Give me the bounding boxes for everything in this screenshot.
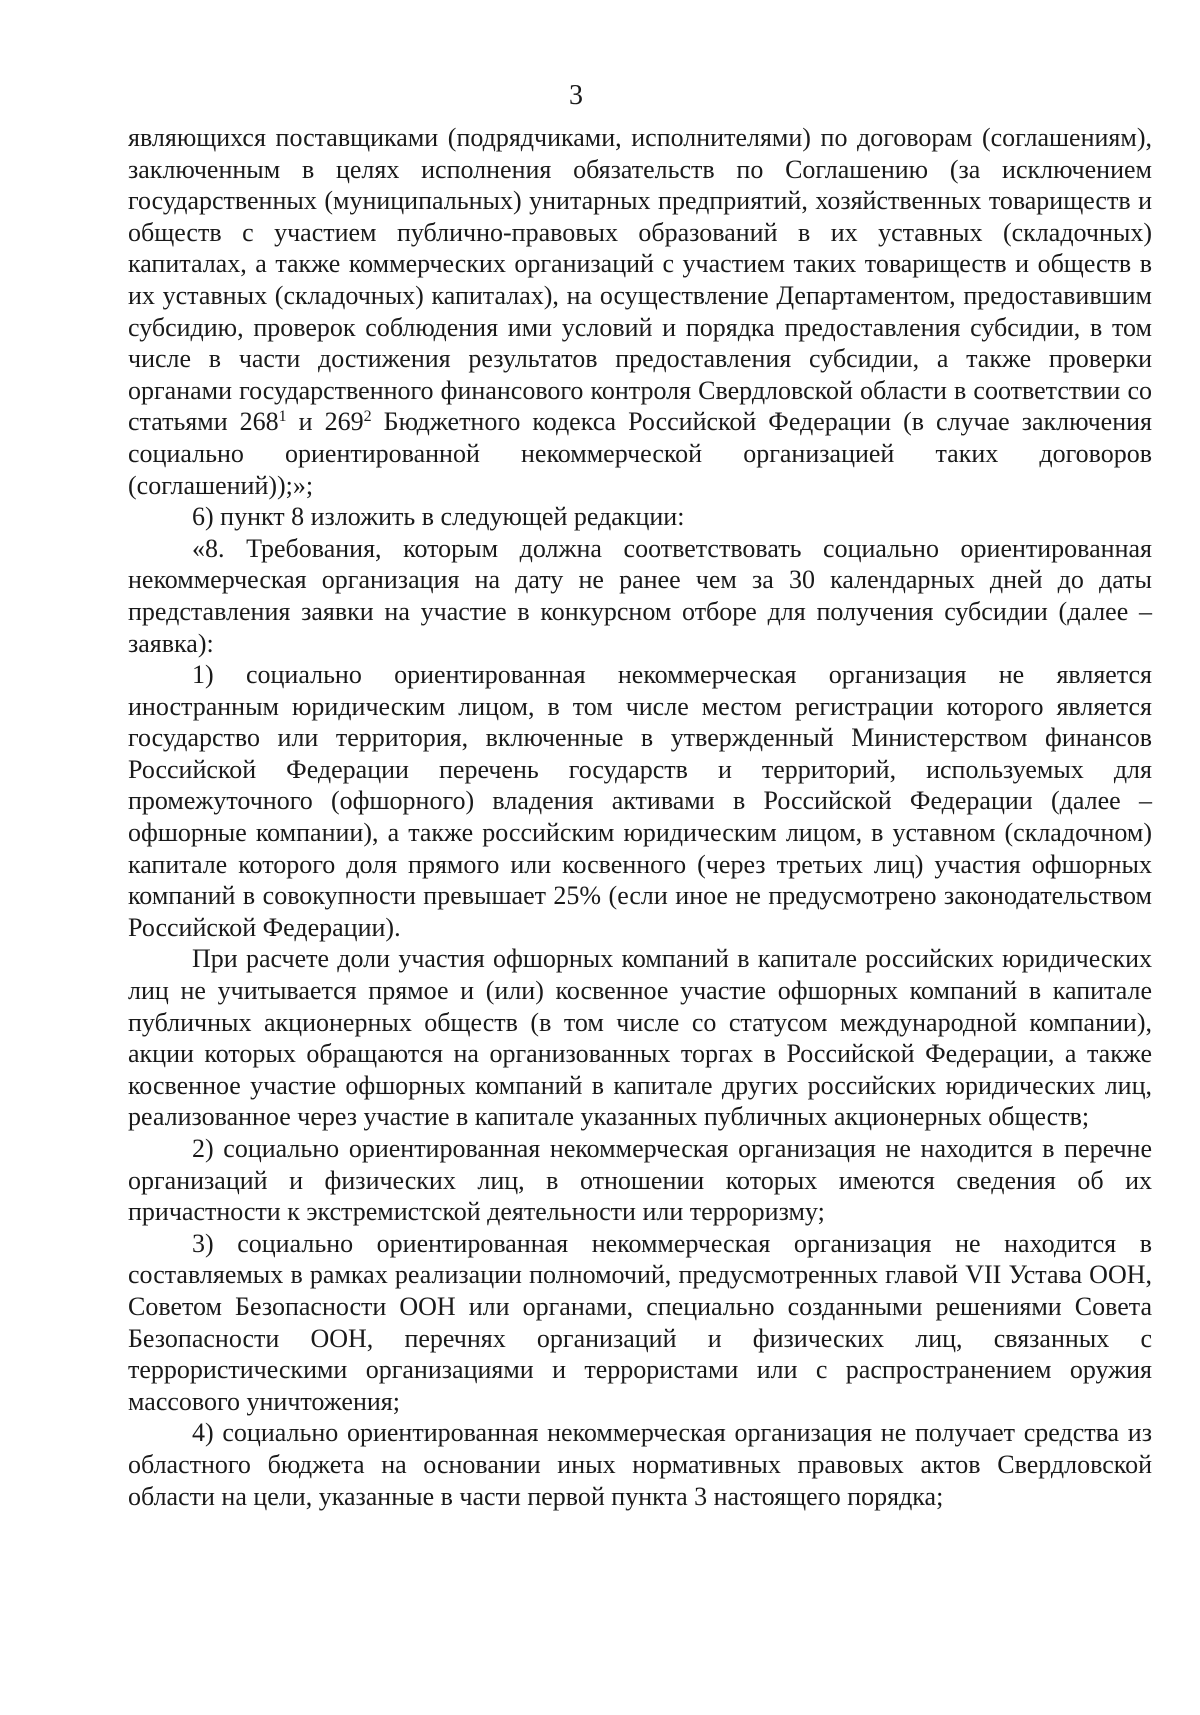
- paragraph-text: и 269: [286, 407, 364, 437]
- superscript: 2: [363, 408, 372, 426]
- superscript: 1: [278, 408, 287, 426]
- paragraph-text: Бюджетного кодекса Российской Федерации (в случае заключения социально ориентированной некоммерческой организацией таких договоров (соглашений));»;: [128, 407, 1152, 500]
- paragraph-requirement-4: 4) социально ориентированная некоммерческая организация не получает средства из областного бюджета на основании иных нормативных правовых актов Свердловской области на цели, указанные в части первой пункта 3 настоящего порядка;: [128, 1418, 1152, 1511]
- page-number: 3: [569, 80, 583, 111]
- paragraph-requirement-2: 2) социально ориентированная некоммерческая организация не находится в перечне организаций и физических лиц, в отношении которых имеются сведения об их причастности к экстремистской деятельности или терроризму;: [128, 1134, 1152, 1227]
- paragraph-point-8: «8. Требования, которым должна соответствовать социально ориентированная некоммерческая организация на дату не ранее чем за 30 календарных дней до даты представления заявки на участие в конкурсном отборе для получения субсидии (далее – заявка):: [128, 533, 1152, 658]
- paragraph-continuation: [128, 122, 1152, 501]
- paragraph-item-6: 6) пункт 8 изложить в следующей редакции:: [192, 502, 685, 532]
- paragraph-requirement-1: 1) социально ориентированная некоммерческая организация не является иностранным юридическим лицом, в том числе местом регистрации которого является государство или территория, включенные в утвержденный Министерством финансов Российской Федерации перечень государств и территорий, используемых для промежуточного (офшорного) владения активами в Российской Федерации (далее – офшорные компании), а также российским юридическим лицом, в уставном (складочном) капитале которого доля прямого или косвенного (через третьих лиц) участия офшорных компаний в совокупности превышает 25% (если иное не предусмотрено законодательством Российской Федерации).: [128, 660, 1152, 942]
- paragraph-offshore-share: При расчете доли участия офшорных компаний в капитале российских юридических лиц не учитывается прямое и (или) косвенное участие офшорных компаний в капитале публичных акционерных обществ (в том числе со статусом международной компании), акции которых обращаются на организованных торгах в Российской Федерации, а также косвенное участие офшорных компаний в капитале других российских юридических лиц, реализованное через участие в капитале указанных публичных акционерных обществ;: [128, 944, 1152, 1132]
- document-body: [128, 122, 1152, 1512]
- paragraph-text: являющихся поставщиками (подрядчиками, исполнителями) по договорам (соглашениям), заключенным в целях исполнения обязательств по Соглашению (за исключением государственных (муниципальных) унитарных предприятий, хозяйственных товариществ и обществ с участием публично-правовых образований в их уставных (складочных) капиталах, а также коммерческих организаций с участием таких товариществ и обществ в их уставных (складочных) капиталах), на осуществление Департаментом, предоставившим субсидию, проверок соблюдения ими условий и порядка предоставления субсидии, в том числе в части достижения результатов предоставления субсидии, а также проверки органами государственного финансового контроля Свердловской области в соответствии со статьями 268: [128, 123, 1152, 437]
- paragraph-requirement-3: 3) социально ориентированная некоммерческая организация не находится в составляемых в рамках реализации полномочий, предусмотренных главой VII Устава ООН, Советом Безопасности ООН или органами, специально созданными решениями Совета Безопасности ООН, перечнях организаций и физических лиц, связанных с террористическими организациями и террористами или с распространением оружия массового уничтожения;: [128, 1228, 1152, 1416]
